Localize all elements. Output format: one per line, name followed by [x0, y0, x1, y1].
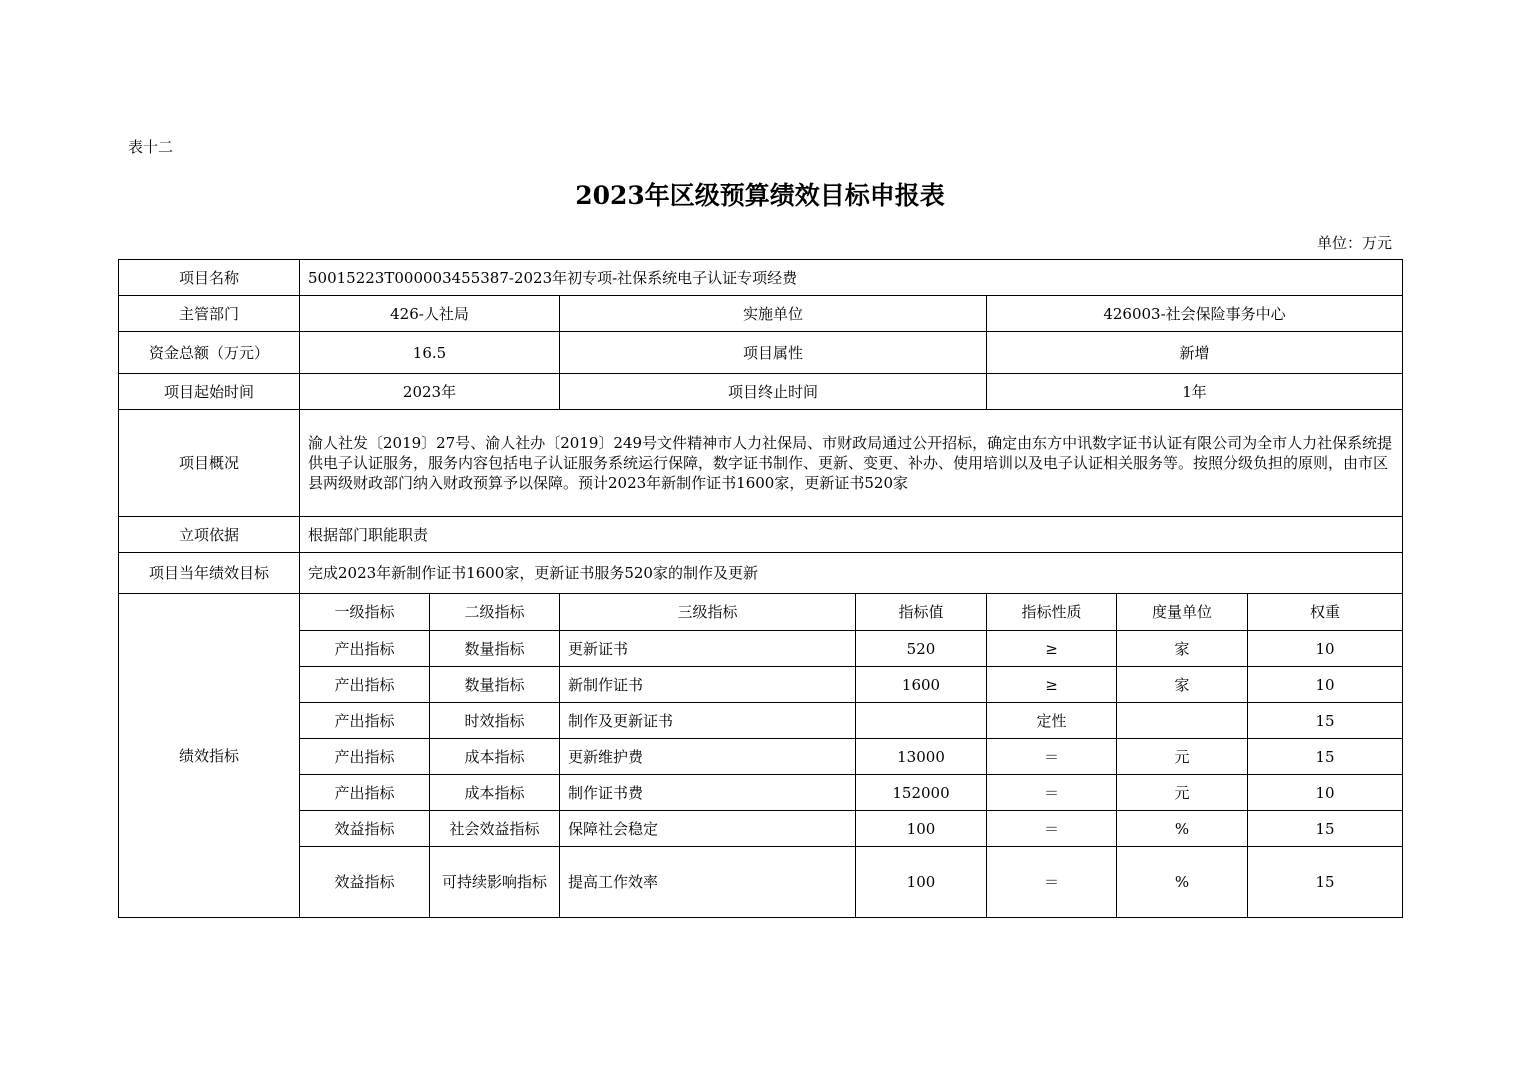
- indicator-unit: 元: [1117, 775, 1248, 811]
- attr-value: 新增: [987, 332, 1403, 374]
- indicator-unit: %: [1117, 811, 1248, 847]
- indicator-level1: 效益指标: [300, 847, 430, 918]
- indicator-level3: 新制作证书: [560, 667, 856, 703]
- indicator-row: [119, 775, 1403, 811]
- indicator-level2: 时效指标: [430, 703, 560, 739]
- indicator-value: 13000: [856, 739, 987, 775]
- project-name-label: 项目名称: [119, 260, 300, 296]
- indicator-weight: 10: [1248, 631, 1403, 667]
- header-weight: 权重: [1248, 594, 1403, 631]
- indicator-nature: ＝: [987, 847, 1117, 918]
- header-level2: 二级指标: [430, 594, 560, 631]
- indicator-unit: %: [1117, 847, 1248, 918]
- indicator-weight: 15: [1248, 739, 1403, 775]
- indicator-level2: 社会效益指标: [430, 811, 560, 847]
- indicator-level3: 制作证书费: [560, 775, 856, 811]
- indicator-nature: ＝: [987, 775, 1117, 811]
- header-level3: 三级指标: [560, 594, 856, 631]
- indicator-level1: 产出指标: [300, 775, 430, 811]
- indicator-nature: 定性: [987, 703, 1117, 739]
- fund-label: 资金总额（万元）: [119, 332, 300, 374]
- goal-value: 完成2023年新制作证书1600家，更新证书服务520家的制作及更新: [300, 553, 1403, 594]
- indicator-level1: 效益指标: [300, 811, 430, 847]
- indicator-nature: ＝: [987, 811, 1117, 847]
- indicator-level1: 产出指标: [300, 667, 430, 703]
- indicator-row: [119, 739, 1403, 775]
- indicator-level1: 产出指标: [300, 631, 430, 667]
- indicator-level1: 产出指标: [300, 739, 430, 775]
- page-title: 2023年区级预算绩效目标申报表: [575, 181, 945, 210]
- indicator-level2: 数量指标: [430, 631, 560, 667]
- indicator-level1: 产出指标: [300, 703, 430, 739]
- row-project-name: [119, 260, 1403, 296]
- indicator-weight: 10: [1248, 775, 1403, 811]
- header-value: 指标值: [856, 594, 987, 631]
- indicator-weight: 15: [1248, 703, 1403, 739]
- row-overview: [119, 410, 1403, 517]
- indicator-row: [119, 847, 1403, 918]
- start-value: 2023年: [300, 374, 560, 410]
- indicator-level2: 成本指标: [430, 775, 560, 811]
- indicator-row: [119, 667, 1403, 703]
- start-label: 项目起始时间: [119, 374, 300, 410]
- indicator-level2: 可持续影响指标: [430, 847, 560, 918]
- unit-label: 单位：万元: [1316, 234, 1392, 252]
- fund-value: 16.5: [300, 332, 560, 374]
- end-value: 1年: [987, 374, 1403, 410]
- header-unit: 度量单位: [1117, 594, 1248, 631]
- indicator-level2: 成本指标: [430, 739, 560, 775]
- indicator-row: [119, 703, 1403, 739]
- indicator-weight: 10: [1248, 667, 1403, 703]
- header-nature: 指标性质: [987, 594, 1117, 631]
- indicator-unit: 元: [1117, 739, 1248, 775]
- indicators-section-label: 绩效指标: [119, 594, 300, 918]
- dept-value: 426-人社局: [300, 296, 560, 332]
- header-level1: 一级指标: [300, 594, 430, 631]
- dept-label: 主管部门: [119, 296, 300, 332]
- impl-value: 426003-社会保险事务中心: [987, 296, 1403, 332]
- table-number: 表十二: [128, 138, 174, 156]
- row-basis: [119, 517, 1403, 553]
- indicator-row: [119, 811, 1403, 847]
- basis-value: 根据部门职能职责: [300, 517, 1403, 553]
- indicator-nature: ≥: [987, 667, 1117, 703]
- end-label: 项目终止时间: [560, 374, 987, 410]
- row-fund: [119, 332, 1403, 374]
- budget-performance-table: [118, 259, 1403, 918]
- indicator-unit: 家: [1117, 667, 1248, 703]
- indicator-level3: 提高工作效率: [560, 847, 856, 918]
- indicator-value: 100: [856, 811, 987, 847]
- indicator-value: 152000: [856, 775, 987, 811]
- indicator-level3: 更新维护费: [560, 739, 856, 775]
- row-goal: [119, 553, 1403, 594]
- indicator-value: [856, 703, 987, 739]
- row-department: [119, 296, 1403, 332]
- indicator-unit: 家: [1117, 631, 1248, 667]
- indicator-level3: 更新证书: [560, 631, 856, 667]
- indicator-nature: ＝: [987, 739, 1117, 775]
- indicator-level3: 保障社会稳定: [560, 811, 856, 847]
- project-name-value: 50015223T000003455387-2023年初专项-社保系统电子认证专项经费: [300, 260, 1403, 296]
- goal-label: 项目当年绩效目标: [119, 553, 300, 594]
- row-time: [119, 374, 1403, 410]
- indicator-row: [119, 631, 1403, 667]
- indicator-weight: 15: [1248, 847, 1403, 918]
- impl-label: 实施单位: [560, 296, 987, 332]
- indicator-level2: 数量指标: [430, 667, 560, 703]
- indicator-unit: [1117, 703, 1248, 739]
- indicator-value: 1600: [856, 667, 987, 703]
- indicator-header-row: [119, 594, 1403, 631]
- overview-value: 渝人社发〔2019〕27号、渝人社办〔2019〕249号文件精神市人力社保局、市财政局通过公开招标，确定由东方中讯数字证书认证有限公司为全市人力社保系统提供电子认证服务，服务内容包括电子认证服务系统运行保障，数字证书制作、更新、变更、补办、使用培训以及电子认证相关服务等。按照分级负担的原则，由市区县两级财政部门纳入财政预算予以保障。预计2023年新制作证书1600家，更新证书520家: [300, 410, 1403, 517]
- overview-label: 项目概况: [119, 410, 300, 517]
- attr-label: 项目属性: [560, 332, 987, 374]
- indicator-level3: 制作及更新证书: [560, 703, 856, 739]
- indicator-weight: 15: [1248, 811, 1403, 847]
- indicator-value: 100: [856, 847, 987, 918]
- basis-label: 立项依据: [119, 517, 300, 553]
- indicator-value: 520: [856, 631, 987, 667]
- indicator-nature: ≥: [987, 631, 1117, 667]
